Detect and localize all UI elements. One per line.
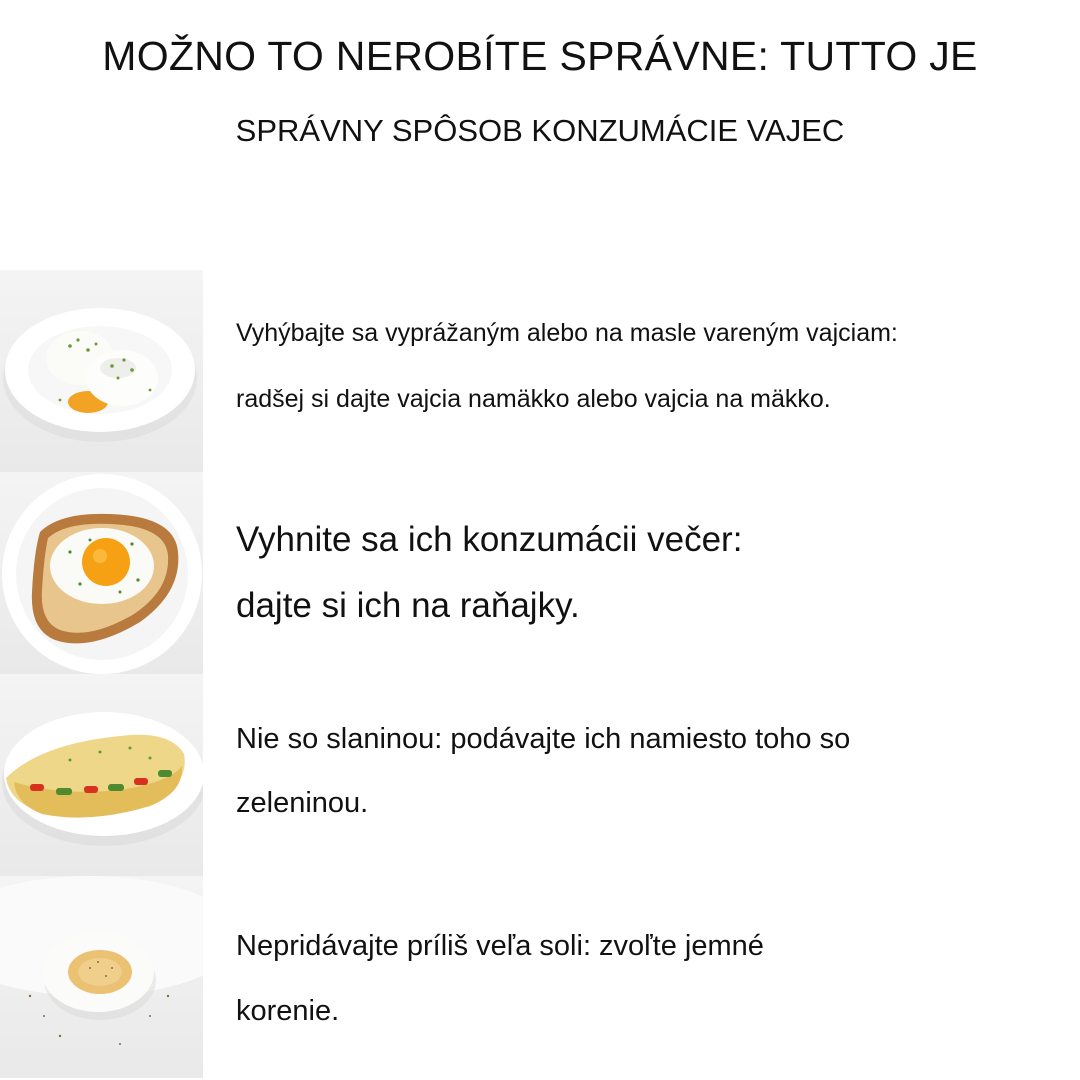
tip-1-text-line-2: radšej si dajte vajcia namäkko alebo vajcia na mäkko. [236, 385, 831, 413]
tip-2-text-line-1: Vyhnite sa ich konzumácii večer: [236, 520, 743, 559]
tip-row-2 [0, 472, 1080, 674]
tip-row-4 [0, 876, 1080, 1078]
tip-row-1 [0, 270, 1080, 472]
tip-3-text-line-1: Nie so slaninou: podávajte ich namiesto toho so [236, 723, 851, 755]
tip-4-text-line-1: Nepridávajte príliš veľa soli: zvoľte jemné [236, 930, 764, 962]
tip-row-3 [0, 674, 1080, 876]
tip-4-text-line-2: korenie. [236, 995, 340, 1027]
vegetable-omelette-photo [0, 674, 203, 876]
tip-2-text-line-2: dajte si ich na raňajky. [236, 586, 580, 625]
poached-eggs-photo [0, 270, 203, 472]
page-subtitle: SPRÁVNY SPÔSOB KONZUMÁCIE VAJEC [235, 113, 845, 148]
tip-3-text-line-2: zeleninou. [236, 787, 369, 819]
tip-1-text-line-1: Vyhýbajte sa vyprážaným alebo na masle vareným vajciam: [236, 319, 898, 347]
egg-on-toast-photo [0, 472, 203, 674]
seasoned-boiled-egg-photo [0, 876, 203, 1078]
page-title: MOŽNO TO NEROBÍTE SPRÁVNE: TUTTO JE [102, 33, 978, 79]
